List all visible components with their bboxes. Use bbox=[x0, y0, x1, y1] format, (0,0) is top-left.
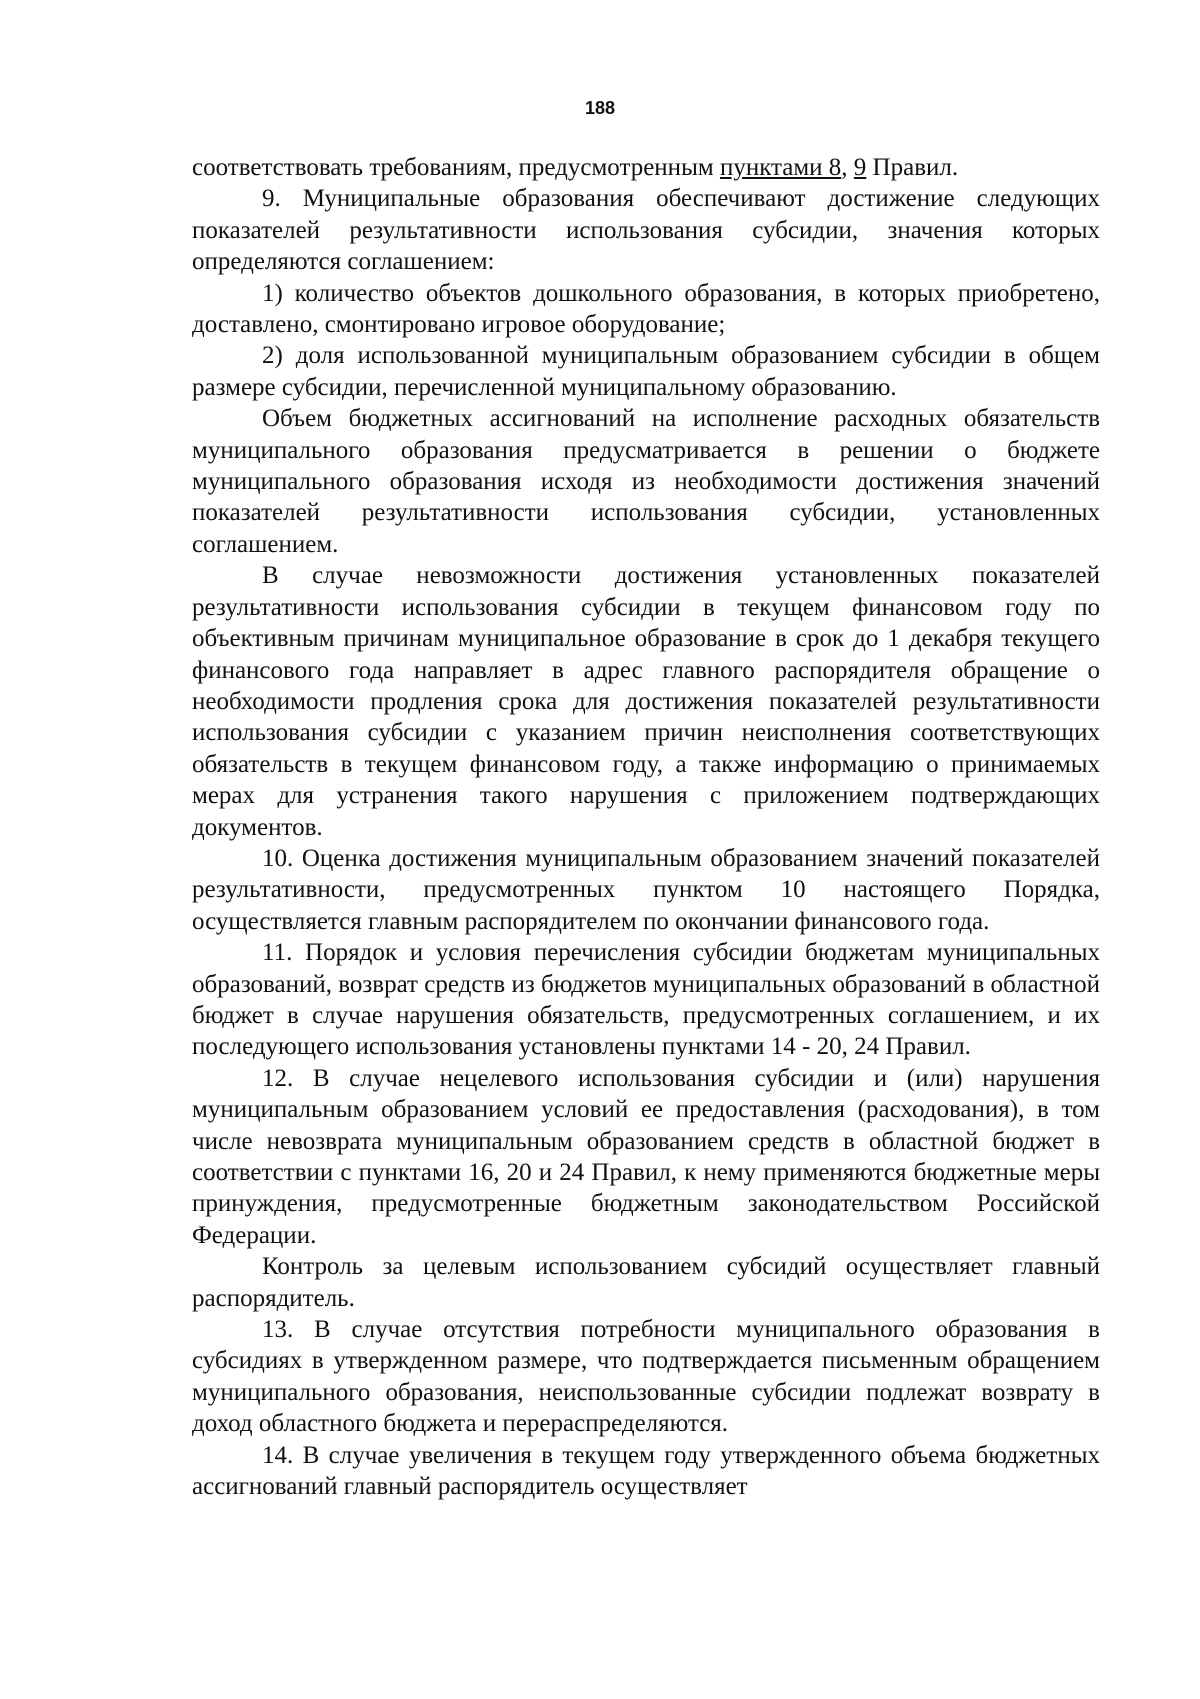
paragraph-10: 10. Оценка достижения муниципальным образованием значений показателей результативности, предусмотренных пунктом 10 настоящего Порядка, осуществляется главным распорядителем по окончании финансового года. bbox=[192, 844, 1100, 935]
paragraph-14: 14. В случае увеличения в текущем году утвержденного объема бюджетных ассигнований главный распорядитель осуществляет bbox=[192, 1441, 1100, 1501]
text-run: , bbox=[841, 154, 854, 181]
rule-link-8[interactable]: пунктами 8 bbox=[719, 154, 842, 181]
text-run: соответствовать требованиям, предусмотренным bbox=[192, 154, 720, 181]
list-item-2: 2) доля использованной муниципальным образованием субсидии в общем размере субсидии, перечисленной муниципальному образованию. bbox=[192, 342, 1100, 401]
rule-link-9[interactable]: 9 bbox=[853, 154, 867, 181]
page-number: 188 bbox=[584, 98, 616, 118]
paragraph-12: 12. В случае нецелевого использования субсидии и (или) нарушения муниципальным образованием условий ее предоставления (расходования), в том числе невозврата муниципальным образованием средств в областной бюджет в соответствии с пунктами 16, 20 и 24 Правил, к нему применяются бюджетные меры принуждения, предусмотренные бюджетным законодательством Российской Федерации. bbox=[192, 1064, 1100, 1249]
paragraph-control: Контроль за целевым использованием субсидий осуществляет главный распорядитель. bbox=[192, 1253, 1100, 1312]
paragraph-budget-volume: Объем бюджетных ассигнований на исполнение расходных обязательств муниципального образования предусматривается в решении о бюджете муниципального образования исходя из необходимости достижения значений показателей результативности использования субсидии, установленных соглашением. bbox=[192, 405, 1100, 558]
paragraph-9: 9. Муниципальные образования обеспечивают достижение следующих показателей результативности использования субсидии, значения которых определяются соглашением: bbox=[192, 185, 1100, 276]
list-item-1: 1) количество объектов дошкольного образования, в которых приобретено, доставлено, смонтировано игровое оборудование; bbox=[192, 279, 1100, 339]
document-body bbox=[192, 152, 1100, 1502]
paragraph-11: 11. Порядок и условия перечисления субсидии бюджетам муниципальных образований, возврат средств из бюджетов муниципальных образований в областной бюджет в случае нарушения обязательств, предусмотренных соглашением, и их последующего использования установлены пунктами 14 - 20, 24 Правил. bbox=[192, 939, 1100, 1061]
paragraph-impossibility: В случае невозможности достижения установленных показателей результативности использования субсидии в текущем финансовом году по объективным причинам муниципальное образование в срок до 1 декабря текущего финансового года направляет в адрес главного распорядителя обращение о необходимости продления срока для достижения показателей результативности использования субсидии с указанием причин неисполнения соответствующих обязательств в текущем финансовом году, а также информацию о принимаемых мерах для устранения такого нарушения с приложением подтверждающих документов. bbox=[192, 562, 1100, 841]
paragraph-13: 13. В случае отсутствия потребности муниципального образования в субсидиях в утвержденном размере, что подтверждается письменным обращением муниципального образования, неиспользованные субсидии подлежат возврату в доход областного бюджета и перераспределяются. bbox=[192, 1316, 1100, 1438]
paragraph-continuation bbox=[192, 152, 1100, 183]
text-run: Правил. bbox=[866, 154, 959, 181]
